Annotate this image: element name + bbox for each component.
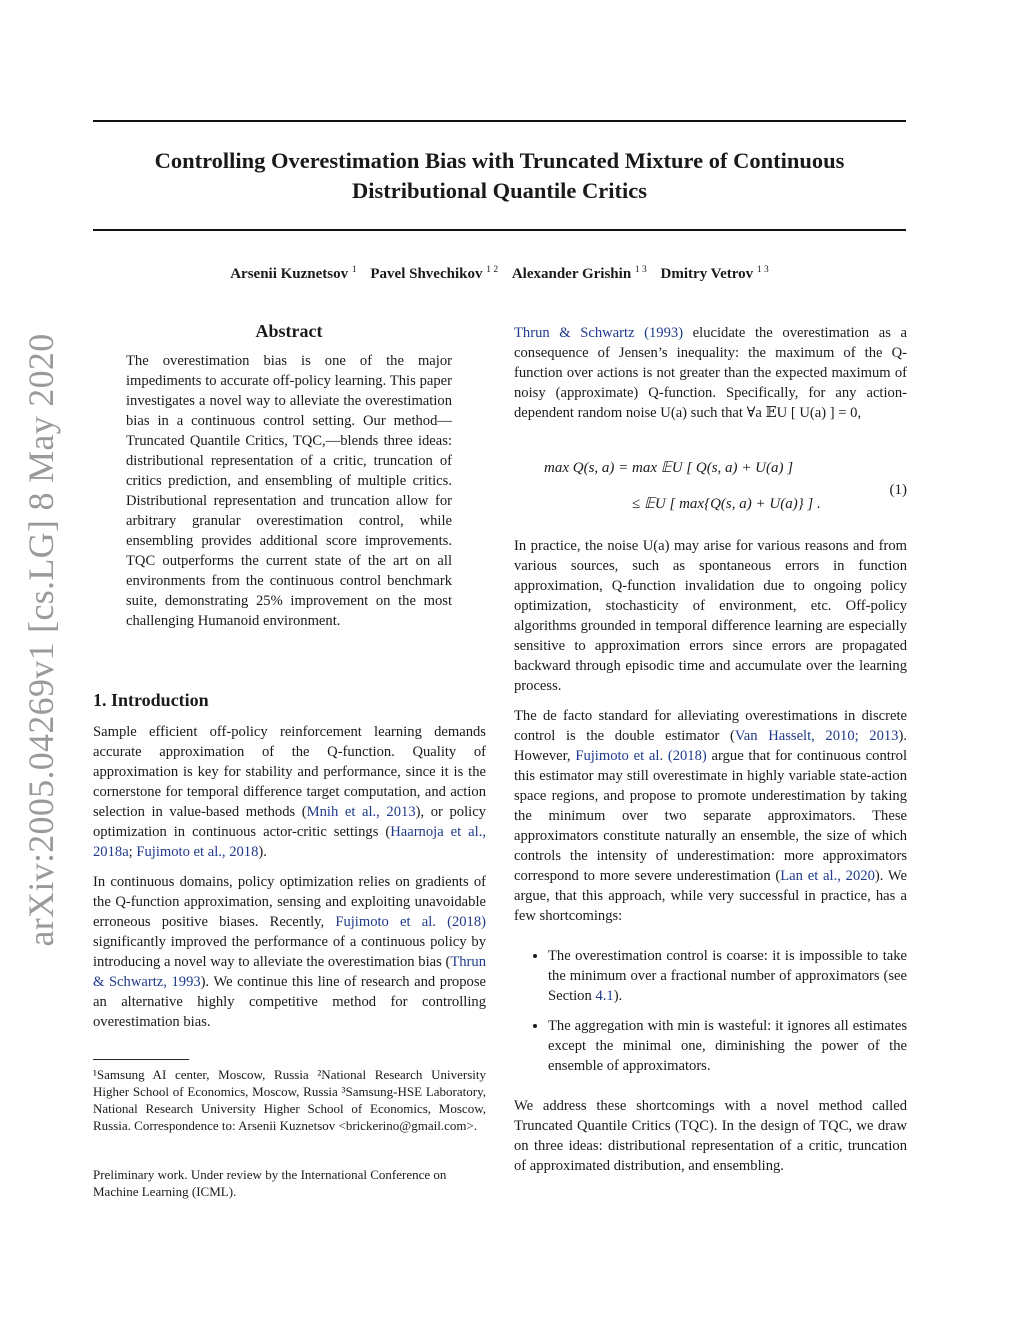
intro-paragraph: Sample efficient off-policy reinforcement learning demands accurate approximation of the Q-function. Quality of approximation is key for stability and performance, since it is the cornerstone for temporal difference target computation, and action selection in value-based methods (Mnih et al., 2013), or policy optimization in continuous actor-critic settings (Haarnoja et al., 2018a; Fujimoto et al., 2018). <box>93 724 486 860</box>
top-rule <box>93 120 906 122</box>
citation-link[interactable]: Van Hasselt, 2010; 2013 <box>734 728 899 744</box>
affiliation-footnote: ¹Samsung AI center, Moscow, Russia ²National Research University Higher School of Economics, Moscow, Russia ³Samsung-HSE Laboratory, National Research University Higher School of Economics, Moscow, Russia. Correspondence to: Arsenii Kuznetsov <brickerino@gmail.com>. <box>93 1067 486 1133</box>
paper-title <box>93 146 906 206</box>
list-item: • The aggregation with min is wasteful: it ignores all estimates except the minimal one, diminishing the power of the ensemble of approximators. <box>548 1016 907 1076</box>
footnote-rule <box>93 1059 189 1060</box>
equation-number: (1) <box>889 482 907 498</box>
citation-link[interactable]: Haarnoja et al., 2018a <box>93 824 486 860</box>
section-heading: 1. Introduction <box>93 690 209 710</box>
abstract-text: The overestimation bias is one of the major impediments to accurate off-policy learning. This paper investigates a novel way to alleviate the overestimation bias in a continuous control setting. Our method—Truncated Quantile Critics, TQC,—blends three ideas: distributional representation of a critic, truncation of critics prediction, and ensembling of multiple critics. Distributional representation and truncation allow for arbitrary granular overestimation control, while ensembling provides additional score improvements. TQC outperforms the current state of the art on all environments from the continuous control benchmark suite, demonstrating 25% improvement on the most challenging Humanoid environment. <box>126 353 452 629</box>
title-line-2: Distributional Quantile Critics <box>351 178 647 203</box>
citation-link[interactable]: Thrun & Schwartz, 1993 <box>93 954 486 990</box>
shortcomings-list <box>514 946 907 1076</box>
citation-link[interactable]: Lan et al., 2020 <box>780 868 875 884</box>
author: Alexander Grishin $^{1 3}$ <box>511 265 647 282</box>
arxiv-side-label: arXiv:2005.04269v1 [cs.LG] 8 May 2020 <box>21 333 61 947</box>
author-list <box>93 265 906 283</box>
body-paragraph: In practice, the noise U(a) may arise for various reasons and from various sources, such as spontaneous errors in function approximation, Q-function invalidation due to ongoing policy optimization, stochasticity of environment, etc. Off-policy algorithms grounded in temporal difference learning are especially sensitive to approximation errors since errors are propagated backward through episodic time and accumulate over the learning process. <box>514 538 907 694</box>
equation-line-1: max Q(s, a) = max 𝔼U [ Q(s, a) + U(a) ] <box>544 460 794 476</box>
author: Dmitry Vetrov $^{1 3}$ <box>660 265 769 282</box>
list-item: • The overestimation control is coarse: it is impossible to take the minimum over a fractional number of approximators (see Section 4.1). <box>548 946 907 1006</box>
abstract-heading: Abstract <box>255 321 323 341</box>
intro-paragraph: In continuous domains, policy optimization relies on gradients of the Q-function approximation, sensing and exploiting unavoidable erroneous positive biases. Recently, Fujimoto et al. (2018) significantly improved the performance of a continuous policy by introducing a novel way to alleviate the overestimation bias (Thrun & Schwartz, 1993). We continue this line of research and propose an alternative highly competitive method for controlling overestimation bias. <box>93 874 486 1030</box>
preliminary-note: Preliminary work. Under review by the International Conference on Machine Learning (ICML). <box>93 1167 447 1199</box>
intro-column <box>93 722 486 1042</box>
body-paragraph: We address these shortcomings with a novel method called Truncated Quantile Critics (TQC). In the design of TQC, we draw on three ideas: distributional representation of a critic, truncation of approximated distribution, and ensembling. <box>514 1098 907 1174</box>
title-bottom-rule <box>93 229 906 231</box>
equation-line-2: ≤ 𝔼U [ max{Q(s, a) + U(a)} ] . <box>632 496 821 512</box>
citation-link[interactable]: Fujimoto et al. (2018) <box>335 914 486 930</box>
body-paragraph: The de facto standard for alleviating overestimations in discrete control is the double estimator (Van Hasselt, 2010; 2013). However, Fujimoto et al. (2018) argue that for continuous control this estimator may still overestimate in highly variable state-action space regions, and propose to promote underestimation by taking the minimum over two separate approximators. These approximators constitute naturally an ensemble, the size of which controls the intensity of underestimation: more approximators correspond to more severe underestimation (Lan et al., 2020). We argue, that this approach, while very successful in practice, has a few shortcomings: <box>514 708 908 924</box>
right-column-lower <box>514 536 907 1186</box>
title-line-1: Controlling Overestimation Bias with Truncated Mixture of Continuous <box>154 148 845 173</box>
body-paragraph: Thrun & Schwartz (1993) elucidate the overestimation as a consequence of Jensen’s inequality: the maximum of the Q-function over actions is not greater than the expected maximum of noisy (approximate) Q-function. Specifically, for any action-dependent random noise U(a) such that ∀a 𝔼U [ U(a) ] = 0, <box>514 325 907 421</box>
section-ref-link[interactable]: 4.1 <box>595 988 614 1004</box>
citation-link[interactable]: Thrun & Schwartz (1993) <box>514 325 684 341</box>
equation-1 <box>514 456 907 528</box>
citation-link[interactable]: Mnih et al., 2013 <box>306 804 416 820</box>
citation-link[interactable]: Fujimoto et al., 2018 <box>136 844 259 860</box>
citation-link[interactable]: Fujimoto et al. (2018) <box>575 748 707 764</box>
author: Arsenii Kuznetsov $^1$ <box>230 265 357 282</box>
right-column <box>514 323 907 433</box>
author: Pavel Shvechikov $^{1 2}$ <box>370 265 499 282</box>
